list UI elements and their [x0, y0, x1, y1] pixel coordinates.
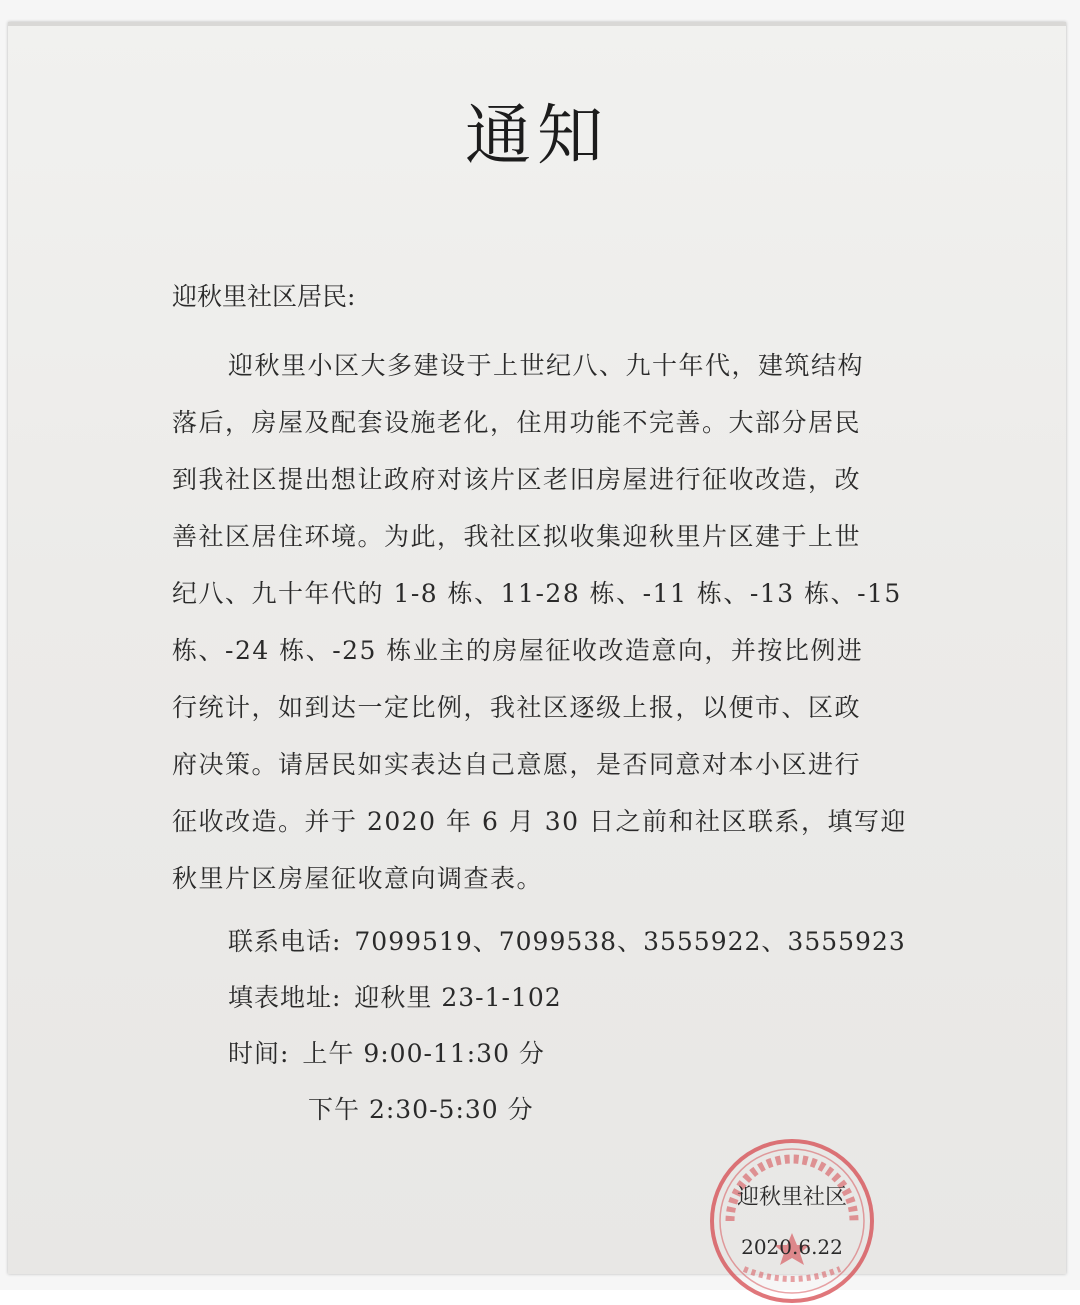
paragraph-line: 征收改造。并于 2020 年 6 月 30 日之前和社区联系，填写迎	[172, 807, 908, 836]
phone-label: 联系电话:	[228, 927, 342, 956]
time-morning: 上午 9:00-11:30 分	[302, 1039, 545, 1068]
contact-time-row	[228, 1026, 906, 1082]
paragraph-line: 纪八、九十年代的 1-8 栋、11-28 栋、-11 栋、-13 栋、-15	[172, 579, 902, 608]
paragraph-line: 府决策。请居民如实表达自己意愿，是否同意对本小区进行	[172, 750, 862, 779]
address-label: 填表地址:	[228, 983, 342, 1012]
time-label: 时间:	[228, 1039, 290, 1068]
contact-phone-row	[228, 914, 906, 970]
paragraph-line: 善社区居住环境。为此，我社区拟收集迎秋里片区建于上世	[172, 522, 862, 551]
signature-org: 迎秋里社区	[736, 1185, 847, 1210]
contact-address-row	[228, 970, 906, 1026]
contact-info	[228, 914, 906, 1138]
notice-paragraph	[172, 337, 908, 907]
notice-title: 通知	[465, 97, 609, 174]
paragraph-line: 秋里片区房屋征收意向调查表。	[172, 864, 544, 893]
phone-value: 7099519、7099538、3555922、3555923	[354, 927, 906, 956]
paragraph-line: 栋、-24 栋、-25 栋业主的房屋征收改造意向，并按比例进	[172, 636, 864, 665]
signature-date: 2020.6.22	[741, 1235, 843, 1259]
paragraph-line: 迎秋里小区大多建设于上世纪八、九十年代，建筑结构	[228, 351, 865, 380]
paragraph-line: 行统计，如到达一定比例，我社区逐级上报，以便市、区政	[172, 693, 862, 722]
community-seal-stamp	[708, 1137, 876, 1305]
contact-time-afternoon-row	[228, 1082, 906, 1138]
notice-paper	[8, 22, 1066, 1274]
paragraph-line: 到我社区提出想让政府对该片区老旧房屋进行征收改造，改	[172, 465, 862, 494]
address-value: 迎秋里 23-1-102	[354, 983, 562, 1012]
salutation: 迎秋里社区居民:	[172, 282, 356, 311]
paragraph-line: 落后，房屋及配套设施老化，住用功能不完善。大部分居民	[172, 408, 862, 437]
paper-top-edge	[8, 22, 1066, 26]
time-afternoon: 下午 2:30-5:30 分	[308, 1095, 534, 1124]
